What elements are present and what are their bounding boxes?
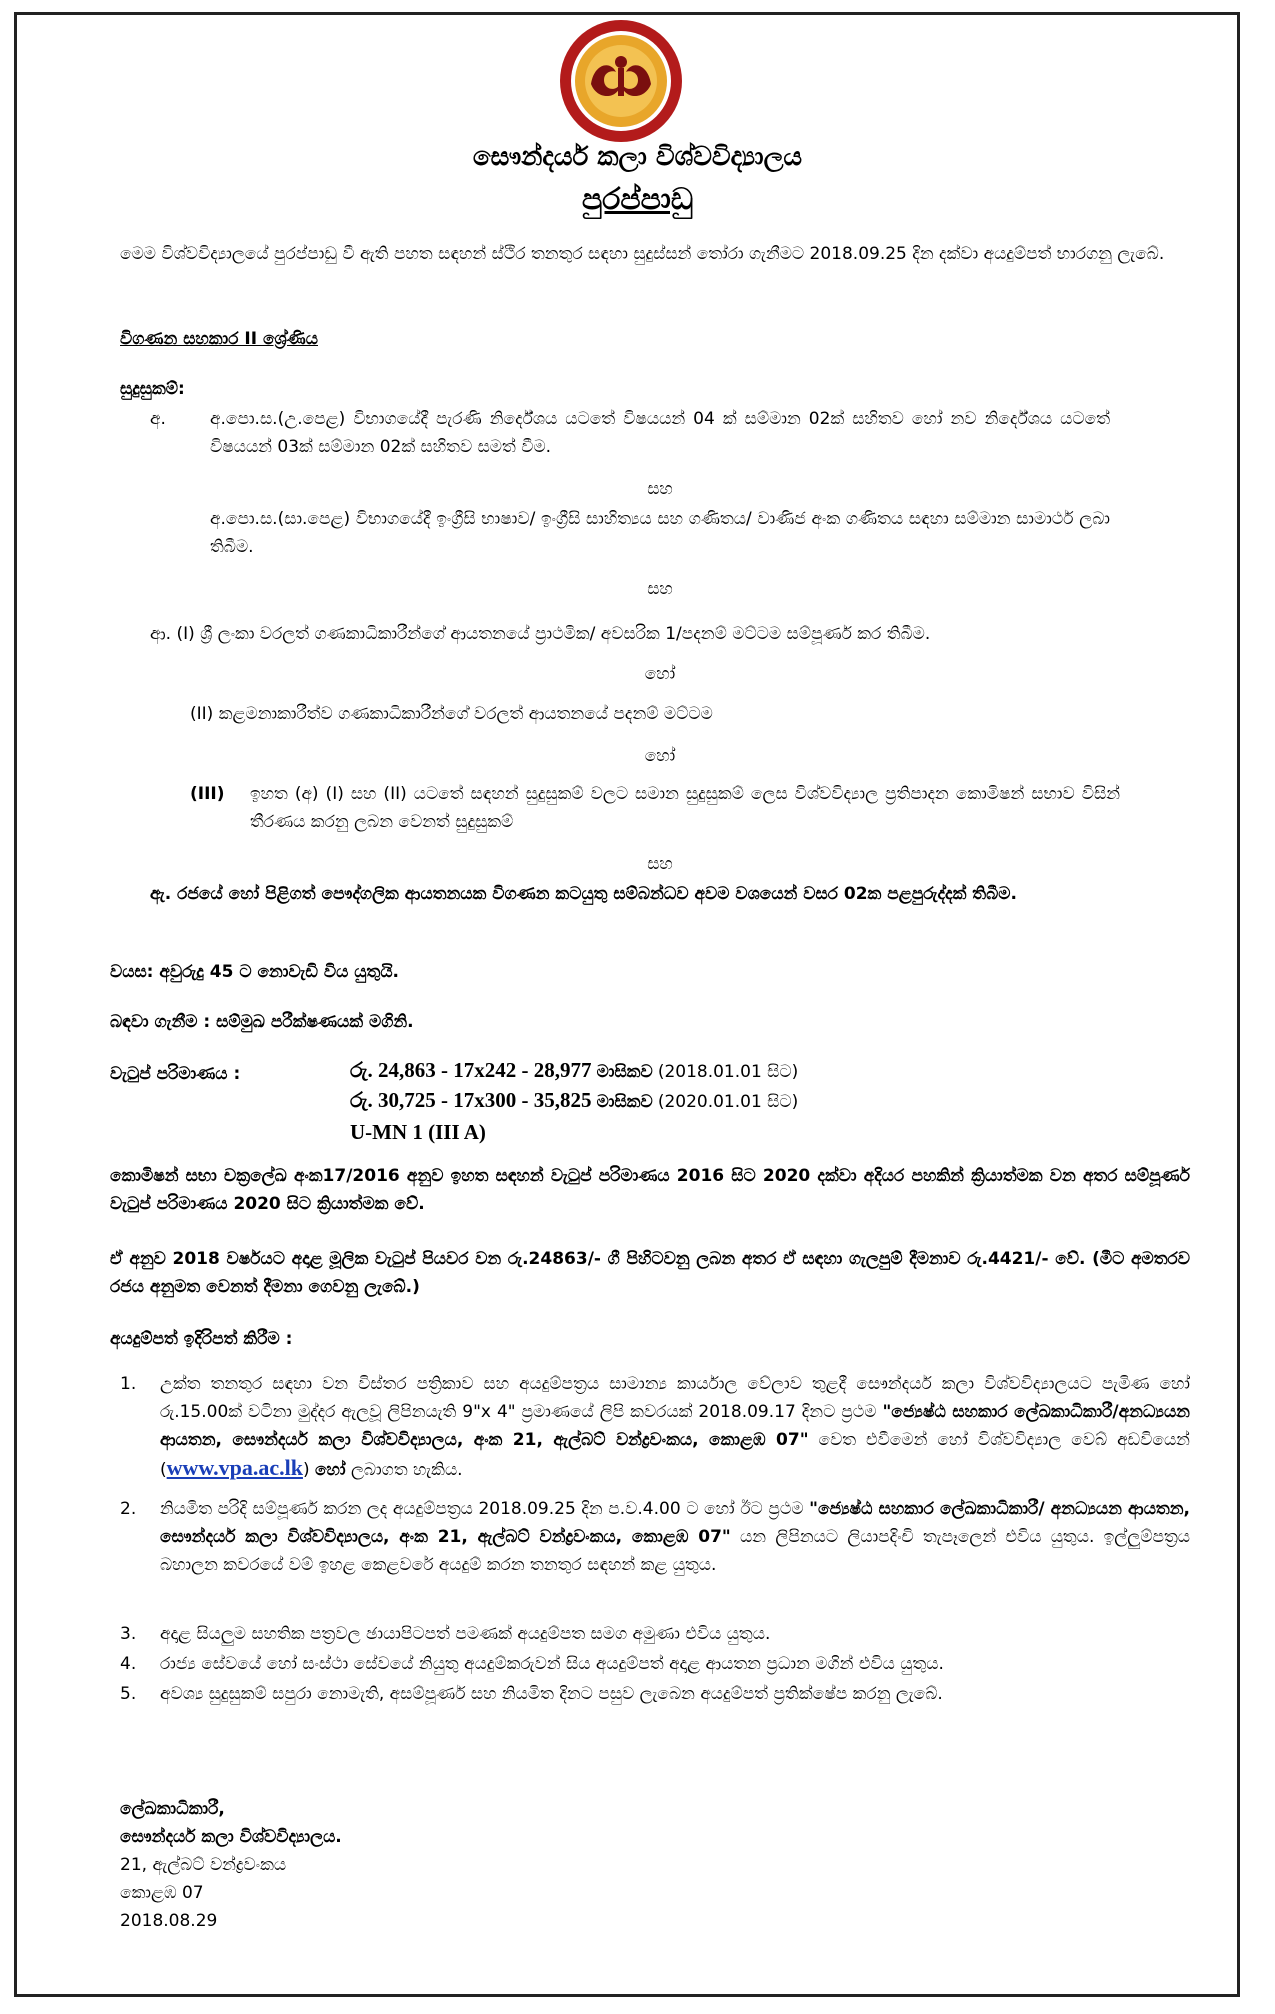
- and-label: සහ: [647, 479, 673, 499]
- salary-code: U-MN 1 (III A): [350, 1120, 486, 1144]
- salary-scale-1-amount: රු. 24,863 - 17x242 - 28,977: [350, 1058, 592, 1082]
- instruction-address: "ජ්‍යෙෂ්ඨ සහකාර ලේඛකාධිකාරී/ අනධ්‍යයන ආයතන, සෞන්දර්ය කලා විශ්වවිද්‍යාලය, අංක 21, ඇල්බට් වන්ද්‍රවංකය, කොළඹ 07": [160, 1499, 1190, 1547]
- instruction-text-part: රාජ්‍ය සේවයේ හෝ සංස්ථා සේවයේ නියුතු අයදුම්කරුවන් සිය අයදුම්පත් අදාළ ආයතන ප්‍රධාන මගින් එවිය යුතුය.: [160, 1654, 944, 1674]
- circular-paragraph: කොමිෂන් සභා චක්‍රලේඛ අංක17/2016 අනුව ඉහත සඳහන් වැටුප් පරිමාණය 2016 සිට 2020 දක්වා අදියර පහකින් ක්‍රියාත්මක වන අතර සම්පූර්ණ වැටුප් පරිමාණය 2020 සිට ක්‍රියාත්මක වේ.: [110, 1166, 1190, 1214]
- salary-scale-2: [350, 1088, 1150, 1113]
- instruction-text-part: ): [302, 1460, 315, 1480]
- qualification-a2: අ.පො.ස.(සා.පෙළ) විභාගයේදී ඉංග්‍රීසි භාෂාව/ ඉංග්‍රීසි සාහිත්‍යය සහ ගණිතය/ වාණිජ අංක ගණිතය සඳහා සම්මාන සාමාර්ථ ලබා තිබීම.: [210, 509, 1110, 557]
- instruction-text-part: ලබාගත හැකිය.: [345, 1460, 463, 1480]
- qualification-a-label: අ.: [150, 409, 166, 429]
- website-link[interactable]: www.vpa.ac.lk: [166, 1455, 303, 1480]
- and-label: සහ: [647, 854, 673, 874]
- instruction-text-part: වෙත එවීමෙන් හෝ විශ්වවිද්‍යාල වෙබ් අඩවියෙන් (: [160, 1430, 1190, 1480]
- salary-scale-1-from: (2018.01.01 සිට): [657, 1062, 799, 1082]
- instruction-number: 3.: [120, 1624, 137, 1644]
- instruction-number: 5.: [120, 1684, 137, 1704]
- instruction-item: [120, 1620, 1190, 1648]
- salary-scale-1: [350, 1058, 1150, 1083]
- or-label: හෝ: [644, 746, 676, 766]
- instruction-text-part: උක්ත තනතුර සඳහා වන විස්තර පත්‍රිකාව සහ අයදුම්පත්‍රය සාමාන්‍ය කාර්යාල වේලාව තුළදී සෞන්දර්ය කලා විශ්වවිද්‍යාලයට පැමිණ හෝ රු.15.00ක් වටිනා මුද්දර ඇලවූ ලිපිනයැති 9"x 4" ප්‍රමාණයේ ලිපි කවරයක් 2018.09.17 දිනට ප්‍රථම: [160, 1374, 1190, 1422]
- recruitment-method: බඳවා ගැනීම : සම්මුඛ පරීක්ෂණයක් මගිනි.: [110, 1012, 414, 1032]
- instruction-number: 1.: [120, 1374, 137, 1394]
- instruction-text: [160, 1370, 1190, 1484]
- qualification-c: ඇ. රජයේ හෝ පිළිගත් පෞද්ගලික ආයතනයක විගණන කටයුතු සම්බන්ධව අවම වශයෙන් වසර 02ක පළපුරුද්දක් තිබීම.: [150, 884, 1017, 904]
- instruction-item: [120, 1650, 1190, 1678]
- instruction-text-part: යන ලිපිනයට ලියාපදිංචි තැපෑලෙන් එවිය යුතුය. ඉල්ලුම්පත්‍රය බහාලන කවරයේ වම් ඉහළ කෙළවරේ අයදුම් කරන තනතුර සඳහන් කළ යුතුය.: [160, 1527, 1190, 1575]
- instruction-item: [120, 1680, 1190, 1708]
- signature-city: කොළඹ 07: [120, 1883, 204, 1903]
- signature-organisation: සෞන්දර්ය කලා විශ්වවිද්‍යාලය.: [120, 1827, 342, 1847]
- post-title: විගණන සහකාර II ශ්‍රේණිය: [120, 329, 318, 349]
- salary-2018-paragraph: ඒ අනුව 2018 වර්ෂයට අදාළ මූලික වැටුප් පියවර වන රු.24863/- ගී පිහිටවනු ලබන අතර ඒ සඳහා ගැලපුම් දීමනාව රු.4421/- වේ. (මීට අමතරව රජය අනුමත වෙනත් දීමනා ගෙවනු ලැබේ.): [110, 1249, 1190, 1297]
- instruction-text-part: අදාළ සියලුම සහතික පත්‍රවල ඡායාපිටපත් පමණක් අයදුම්පත සමග අමුණා එවිය යුතුය.: [160, 1624, 771, 1644]
- instruction-text-part: හෝ: [314, 1460, 346, 1480]
- instruction-number: 4.: [120, 1654, 137, 1674]
- instruction-number: 2.: [120, 1499, 137, 1519]
- salary-scale-1-period: මාසිකව: [596, 1062, 653, 1082]
- signature-date: 2018.08.29: [120, 1911, 218, 1931]
- qualification-b3: ඉහත (අ) (I) සහ (II) යටතේ සඳහන් සුදුසුකම් වලට සමාන සුදුසුකම් ලෙස විශ්වවිද්‍යාල ප්‍රතිපාදන කොමිෂන් සභාව විසින් තීරණය කරනු ලබන වෙනත් සුදුසුකම්: [250, 784, 1120, 832]
- qualification-a1: අ.පො.ස.(උ.පෙළ) විභාගයේදී පැරණි නිර්දේශය යටතේ විෂයයන් 04 ක් සම්මාන 02ක් සහිතව හෝ නව නිර්දේශය යටතේ විෂයයන් 03ක් සම්මාන 02ක් සහිතව සමත් වීම.: [210, 409, 1110, 457]
- instruction-text: [160, 1495, 1190, 1579]
- instruction-item: [120, 1495, 1190, 1579]
- instruction-text: [160, 1620, 1190, 1648]
- qualification-b1: ආ. (I) ශ්‍රී ලංකා වරලත් ගණකාධිකාරීන්ගේ ආයතනයේ ප්‍රාථමික/ අවසරික 1/පදනම් මට්ටම සම්පූර්ණ කර තිබීම.: [150, 624, 931, 644]
- age-requirement: වයස: අවුරුදු 45 ට නොවැඩි විය යුතුයි.: [110, 962, 400, 982]
- or-label: හෝ: [644, 664, 676, 684]
- salary-scale-2-amount: රු. 30,725 - 17x300 - 35,825: [350, 1088, 592, 1112]
- instruction-text: [160, 1680, 1190, 1708]
- salary-scale-2-from: (2020.01.01 සිට): [657, 1092, 799, 1112]
- signature-block: [120, 1795, 342, 1935]
- qualification-b3-label: (III): [190, 784, 225, 804]
- instruction-text-part: නියමිත පරිදි සම්පූර්ණ කරන ලද අයදුම්පත්‍රය 2018.09.25 දින ප.ව.4.00 ට හෝ ඊට ප්‍රථම: [160, 1499, 810, 1519]
- application-heading: අයදුම්පත් ඉදිරිපත් කිරීම :: [110, 1329, 293, 1349]
- university-name: සෞන්දර්ය කලා විශ්වවිද්‍යාලය: [472, 142, 803, 172]
- intro-paragraph: මෙම විශ්වවිද්‍යාලයේ පුරප්පාඩු වී ඇති පහත සඳහන් ස්ථිර තනතුර සඳහා සුදුස්සන් තෝරා ගැනීමට 2018.09.25 දින දක්වා අයදුම්පත් භාරගනු ලැබේ.: [120, 244, 1165, 264]
- university-logo: [558, 18, 684, 144]
- qualifications-heading: සුදුසුකම්:: [120, 379, 185, 399]
- signature-title: ලේඛකාධිකාරී,: [120, 1799, 225, 1819]
- salary-scale-2-period: මාසිකව: [596, 1092, 653, 1112]
- signature-address: 21, ඇල්බට් වන්ද්‍රවංකය: [120, 1855, 287, 1875]
- instruction-item: [120, 1370, 1190, 1484]
- instruction-text-part: අවශ්‍ය සුදුසුකම් සපුරා නොමැති, අසම්පූර්ණ සහ නියමිත දිනට පසුව ලැබෙන අයදුම්පත් ප්‍රතික්ෂේප කරනු ලැබේ.: [160, 1684, 943, 1704]
- salary-label: වැටුප් පරිමාණය :: [110, 1064, 241, 1084]
- instruction-address: "ජ්‍යෙෂ්ඨ සහකාර ලේඛකාධිකාරී/අනධ්‍යයන ආයතන, සෞන්දර්ය කලා විශ්වවිද්‍යාලය, අංක 21, ඇල්බට් වන්ද්‍රවංකය, කොළඹ 07": [160, 1402, 1190, 1450]
- qualification-b2: (II) කළමනාකාරීත්ව ගණකාධිකාරීන්ගේ වරලත් ආයතනයේ පදනම් මට්ටම: [190, 704, 713, 724]
- page-title: පුරප්පාඩු: [581, 182, 694, 217]
- and-label: සහ: [647, 579, 673, 599]
- instruction-text: [160, 1650, 1190, 1678]
